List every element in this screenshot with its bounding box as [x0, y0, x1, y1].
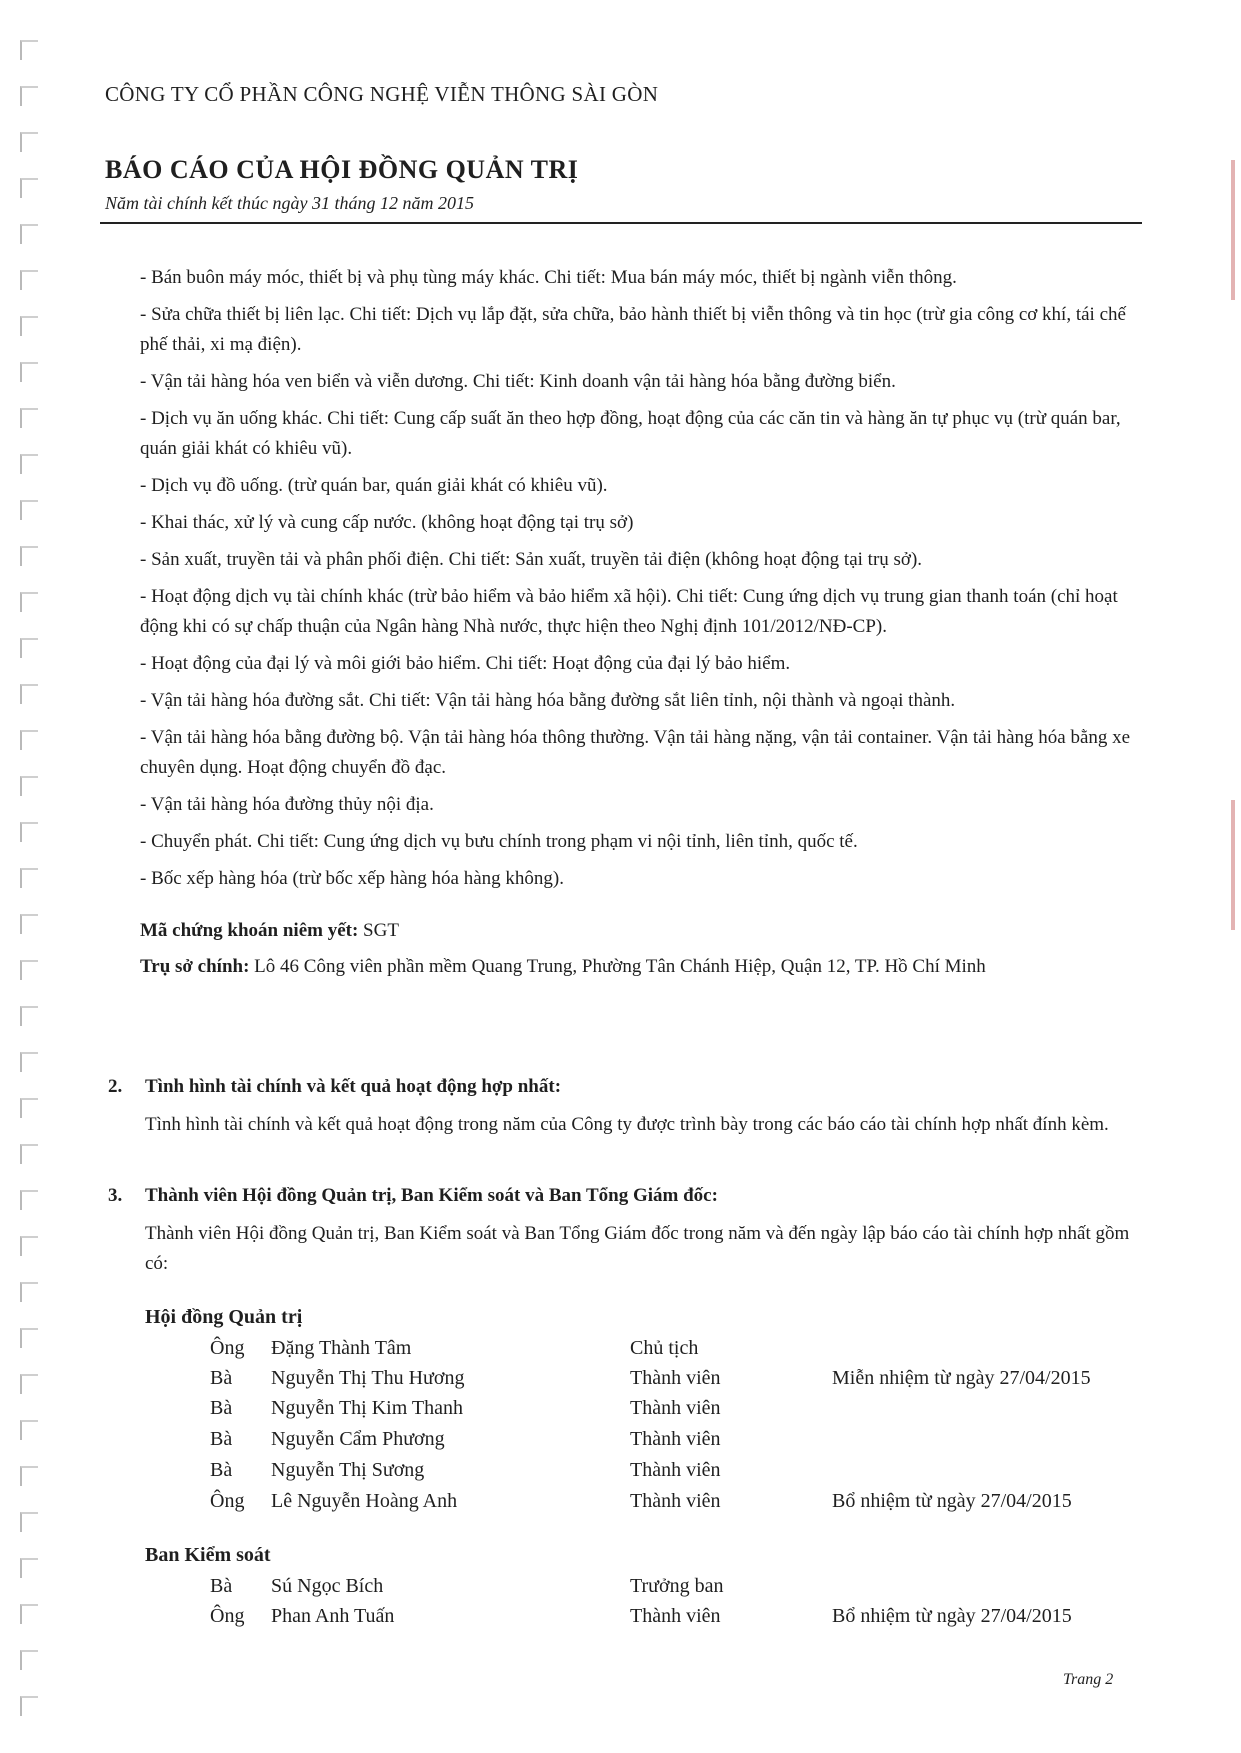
member-honorific: Bà	[210, 1397, 233, 1419]
stock-ticker-value: SGT	[358, 920, 399, 941]
member-role: Thành viên	[630, 1490, 721, 1512]
board-member-row	[0, 1367, 1241, 1397]
member-name: Nguyễn Cẩm Phương	[271, 1428, 445, 1450]
member-note: Miễn nhiệm từ ngày 27/04/2015	[832, 1367, 1091, 1389]
board-member-row	[0, 1337, 1241, 1367]
member-name: Lê Nguyễn Hoàng Anh	[271, 1490, 458, 1512]
activity-item: - Khai thác, xử lý và cung cấp nước. (không hoạt động tại trụ sở)	[140, 512, 634, 533]
activity-item: - Hoạt động của đại lý và môi giới bảo hiểm. Chi tiết: Hoạt động của đại lý bảo hiểm.	[140, 653, 791, 674]
member-name: Nguyễn Thị Kim Thanh	[271, 1397, 464, 1419]
scan-edge-mark	[1231, 800, 1235, 930]
fiscal-year-line: Năm tài chính kết thúc ngày 31 tháng 12 năm 2015	[105, 193, 474, 213]
member-honorific: Ông	[210, 1337, 245, 1359]
member-role: Trưởng ban	[630, 1575, 724, 1597]
stock-ticker-label: Mã chứng khoán niêm yết:	[140, 920, 359, 941]
member-name: Nguyễn Thị Thu Hương	[271, 1367, 465, 1389]
section-number: 3.	[108, 1185, 123, 1206]
member-honorific: Ông	[210, 1490, 245, 1512]
member-role: Thành viên	[630, 1367, 721, 1389]
section-2	[108, 1072, 1150, 1140]
member-name: Đặng Thành Tâm	[271, 1337, 412, 1359]
activity-item: - Sửa chữa thiết bị liên lạc. Chi tiết: Dịch vụ lắp đặt, sửa chữa, bảo hành thiết bị viễn thông và tin học (trừ gia công cơ khí, tái chế phế thải, xi mạ điện).	[140, 304, 1126, 355]
member-name: Nguyễn Thị Sương	[271, 1459, 425, 1481]
member-role: Thành viên	[630, 1605, 721, 1627]
member-role: Thành viên	[630, 1459, 721, 1481]
scan-edge-mark	[1231, 160, 1235, 300]
activity-item: - Hoạt động dịch vụ tài chính khác (trừ bảo hiểm và bảo hiểm xã hội). Chi tiết: Cung ứng dịch vụ trung gian thanh toán (chỉ hoạt động khi có sự chấp thuận của Ngân hàng Nhà nước, thực hiện theo Nghị định 101/2012/NĐ-CP).	[140, 586, 1118, 637]
activity-item: - Chuyển phát. Chi tiết: Cung ứng dịch vụ bưu chính trong phạm vi nội tỉnh, liên tỉnh, quốc tế.	[140, 831, 858, 852]
activity-item: - Vận tải hàng hóa đường sắt. Chi tiết: Vận tải hàng hóa bằng đường sắt liên tỉnh, nội thành và ngoại thành.	[140, 690, 956, 711]
headquarters-label: Trụ sở chính:	[140, 956, 250, 977]
report-title: BÁO CÁO CỦA HỘI ĐỒNG QUẢN TRỊ	[105, 155, 579, 184]
section-3	[108, 1181, 1150, 1279]
member-honorific: Bà	[210, 1367, 233, 1389]
member-name: Sú Ngọc Bích	[271, 1575, 384, 1597]
section-heading: Tình hình tài chính và kết quả hoạt động hợp nhất:	[145, 1076, 562, 1097]
activity-item: - Bốc xếp hàng hóa (trừ bốc xếp hàng hóa hàng không).	[140, 868, 564, 889]
activity-item: - Vận tải hàng hóa ven biển và viễn dương. Chi tiết: Kinh doanh vận tải hàng hóa bằng đường biển.	[140, 371, 896, 392]
activity-item: - Bán buôn máy móc, thiết bị và phụ tùng máy khác. Chi tiết: Mua bán máy móc, thiết bị ngành viễn thông.	[140, 267, 957, 288]
member-honorific: Bà	[210, 1459, 233, 1481]
board-member-row	[0, 1428, 1241, 1458]
section-body: Tình hình tài chính và kết quả hoạt động trong năm của Công ty được trình bày trong các báo cáo tài chính hợp nhất đính kèm.	[145, 1114, 1109, 1135]
activity-item: - Vận tải hàng hóa đường thủy nội địa.	[140, 794, 434, 815]
board-member-row	[0, 1490, 1241, 1520]
header-rule	[100, 222, 1142, 224]
member-role: Thành viên	[630, 1428, 721, 1450]
headquarters-line	[140, 952, 1150, 982]
activity-item: - Dịch vụ ăn uống khác. Chi tiết: Cung cấp suất ăn theo hợp đồng, hoạt động của các căn tin và hàng ăn tự phục vụ (trừ quán bar, quán giải khát có khiêu vũ).	[140, 408, 1121, 459]
board-member-row	[0, 1397, 1241, 1427]
stock-ticker-line	[140, 916, 1150, 946]
member-honorific: Bà	[210, 1575, 233, 1597]
member-note: Bổ nhiệm từ ngày 27/04/2015	[832, 1605, 1072, 1627]
member-name: Phan Anh Tuấn	[271, 1605, 395, 1627]
supervisory-member-row	[0, 1605, 1241, 1635]
page-number: Trang 2	[1063, 1671, 1114, 1688]
member-role: Thành viên	[630, 1397, 721, 1419]
supervisory-member-row	[0, 1575, 1241, 1605]
activity-item: - Sản xuất, truyền tải và phân phối điện. Chi tiết: Sản xuất, truyền tải điện (không hoạt động tại trụ sở).	[140, 549, 923, 570]
member-honorific: Ông	[210, 1605, 245, 1627]
activity-item: - Vận tải hàng hóa bằng đường bộ. Vận tải hàng hóa thông thường. Vận tải hàng nặng, vận tải container. Vận tải hàng hóa bằng xe chuyên dụng. Hoạt động chuyển đồ đạc.	[140, 727, 1131, 778]
business-activities	[140, 263, 1150, 982]
section-heading: Thành viên Hội đồng Quản trị, Ban Kiểm soát và Ban Tổng Giám đốc:	[145, 1185, 718, 1206]
section-body: Thành viên Hội đồng Quản trị, Ban Kiểm soát và Ban Tổng Giám đốc trong năm và đến ngày lập báo cáo tài chính hợp nhất gồm có:	[145, 1223, 1130, 1274]
board-member-row	[0, 1459, 1241, 1489]
headquarters-value: Lô 46 Công viên phần mềm Quang Trung, Phường Tân Chánh Hiệp, Quận 12, TP. Hồ Chí Minh	[249, 956, 986, 977]
activity-item: - Dịch vụ đồ uống. (trừ quán bar, quán giải khát có khiêu vũ).	[140, 475, 608, 496]
member-note: Bổ nhiệm từ ngày 27/04/2015	[832, 1490, 1072, 1512]
member-role: Chủ tịch	[630, 1337, 699, 1359]
section-number: 2.	[108, 1076, 123, 1097]
board-title: Hội đồng Quản trị	[145, 1306, 303, 1328]
supervisory-board-title: Ban Kiểm soát	[145, 1544, 271, 1566]
company-name: CÔNG TY CỔ PHẦN CÔNG NGHỆ VIỄN THÔNG SÀI GÒN	[105, 82, 659, 106]
member-honorific: Bà	[210, 1428, 233, 1450]
